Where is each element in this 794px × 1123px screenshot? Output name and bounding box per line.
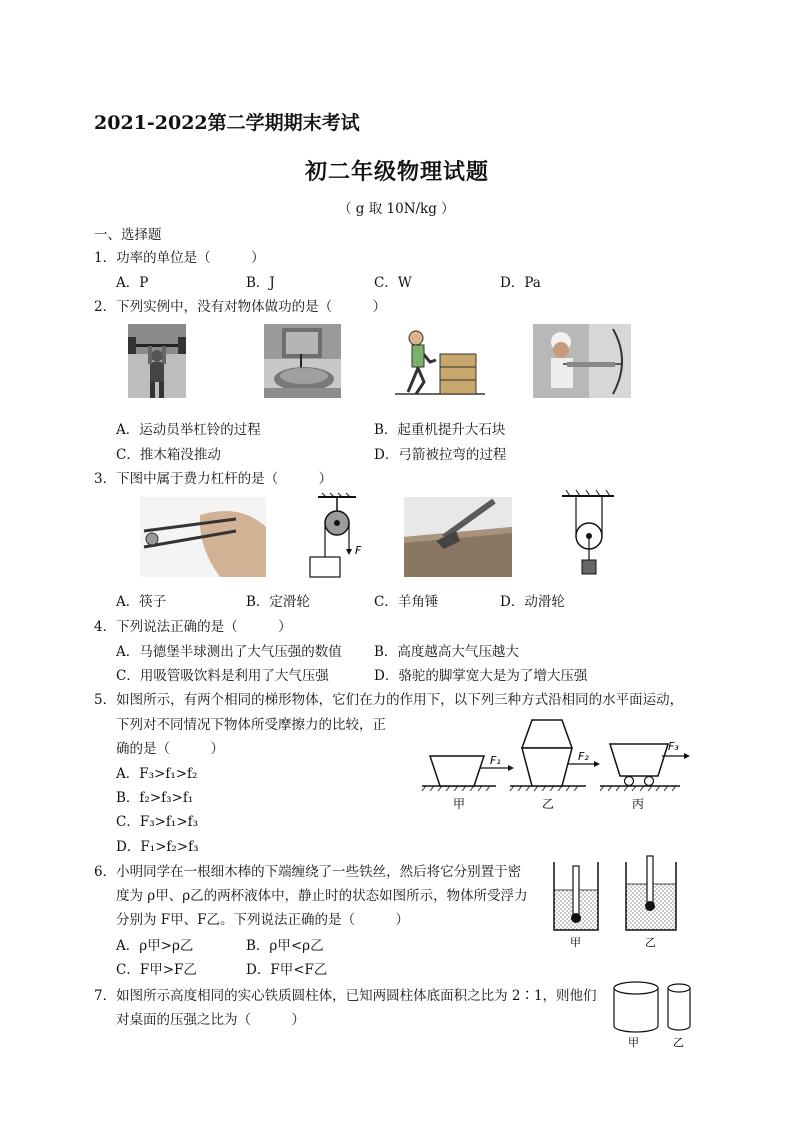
- force-label-f2: F₂: [578, 750, 589, 763]
- friction-figure-jia: [422, 754, 514, 811]
- question-3-option-b: B．定滑轮: [246, 594, 310, 610]
- question-6-stem-line-3: 分别为 F甲、F乙。下列说法正确的是（ ）: [116, 912, 410, 928]
- question-5-option-a: A．F₃>f₁>f₂: [116, 766, 198, 782]
- question-2-option-a: A．运动员举杠铃的过程: [116, 422, 261, 438]
- question-1-option-d: D．Pa: [500, 275, 541, 291]
- cylinder-label-yi: 乙: [673, 1036, 684, 1049]
- crane-photo: [264, 324, 341, 398]
- beaker-jia: [554, 862, 598, 949]
- question-4-option-a: A．马德堡半球测出了大气压强的数值: [116, 644, 342, 660]
- question-2-option-c: C．推木箱没推动: [116, 447, 221, 463]
- question-6-stem-line-1: 6．小明同学在一根细木棒的下端缠绕了一些铁丝，然后将它分别置于密: [94, 864, 522, 880]
- friction-figure-yi: [510, 720, 600, 811]
- question-5-stem-line-3: 确的是（ ）: [116, 741, 224, 757]
- cylinder-yi: [668, 984, 690, 1049]
- question-6-stem-line-2: 度为 ρ甲、ρ乙的两杯液体中，静止时的状态如图所示，物体所受浮力: [116, 888, 528, 904]
- cylinder-label-jia: 甲: [628, 1036, 639, 1049]
- exam-title: 2021-2022第二学期期末考试: [94, 112, 360, 134]
- question-4-option-b: B．高度越高大气压越大: [374, 644, 519, 660]
- question-6-option-c: C．F甲>F乙: [116, 962, 197, 978]
- claw-hammer-photo: [404, 497, 512, 577]
- figure-label-jia: 甲: [453, 797, 466, 811]
- question-1-option-b: B．J: [246, 275, 275, 291]
- question-6-option-a: A．ρ甲>ρ乙: [116, 938, 194, 954]
- question-4-option-d: D．骆驼的脚掌宽大是为了增大压强: [374, 668, 588, 684]
- question-6-option-b: B．ρ甲<ρ乙: [246, 938, 324, 954]
- cylinders-figure: [608, 978, 698, 1050]
- friction-figure-bing: [600, 740, 690, 811]
- beaker-yi: [626, 856, 676, 949]
- question-6-option-d: D．F甲<F乙: [246, 962, 328, 978]
- question-2-option-d: D．弓箭被拉弯的过程: [374, 447, 507, 463]
- question-3-stem: 3．下图中属于费力杠杆的是（ ）: [94, 471, 333, 487]
- beaker-label-jia: 甲: [570, 936, 581, 949]
- fixed-pulley-diagram: [304, 493, 374, 581]
- friction-figure: [418, 712, 698, 816]
- gravity-note: （ g 取 10N/kg ）: [338, 201, 455, 217]
- question-5-stem-line-2: 下列对不同情况下物体所受摩擦力的比较，正: [116, 717, 386, 733]
- force-label-f3: F₃: [668, 740, 679, 753]
- movable-pulley-diagram: [556, 490, 620, 582]
- question-7-stem-line-1: 7．如图所示高度相同的实心铁质圆柱体，已知两圆柱体底面积之比为 2∶1，则他们: [94, 988, 597, 1004]
- buoyancy-figure: [548, 852, 688, 952]
- question-7-stem-line-2: 对桌面的压强之比为（ ）: [116, 1012, 305, 1028]
- push-box-illustration: [390, 324, 490, 398]
- chopsticks-photo: [140, 497, 266, 577]
- question-3-option-c: C．羊角锤: [374, 594, 439, 610]
- beaker-label-yi: 乙: [645, 936, 656, 949]
- question-5-stem-line-1: 5．如图所示，有两个相同的梯形物体，它们在力的作用下，以下列三种方式沿相同的水平面运动，: [94, 692, 684, 708]
- section-heading: 一、选择题: [94, 227, 162, 243]
- force-label-f1: F₁: [490, 754, 501, 767]
- page-title: 初二年级物理试题: [305, 159, 490, 185]
- question-2-stem: 2．下列实例中，没有对物体做功的是（ ）: [94, 299, 387, 315]
- question-5-option-c: C．F₃>f₁>f₃: [116, 814, 199, 830]
- cylinder-jia: [614, 982, 658, 1049]
- question-4-option-c: C．用吸管吸饮料是利用了大气压强: [116, 668, 329, 684]
- question-1-stem: 1．功率的单位是（ ）: [94, 250, 265, 266]
- question-3-option-d: D．动滑轮: [500, 594, 565, 610]
- pulley-force-label: F: [355, 544, 362, 557]
- question-5-option-d: D．F₁>f₂>f₃: [116, 839, 199, 855]
- figure-label-bing: 丙: [632, 797, 645, 811]
- question-1-option-c: C．W: [374, 275, 412, 291]
- figure-label-yi: 乙: [542, 797, 555, 811]
- archer-photo: [533, 324, 631, 398]
- question-1-option-a: A．P: [116, 275, 149, 291]
- question-2-option-b: B．起重机提升大石块: [374, 422, 506, 438]
- question-3-option-a: A．筷子: [116, 594, 167, 610]
- weightlifter-photo: [128, 324, 186, 398]
- question-4-stem: 4．下列说法正确的是（ ）: [94, 619, 292, 635]
- question-5-option-b: B．f₂>f₃>f₁: [116, 790, 194, 806]
